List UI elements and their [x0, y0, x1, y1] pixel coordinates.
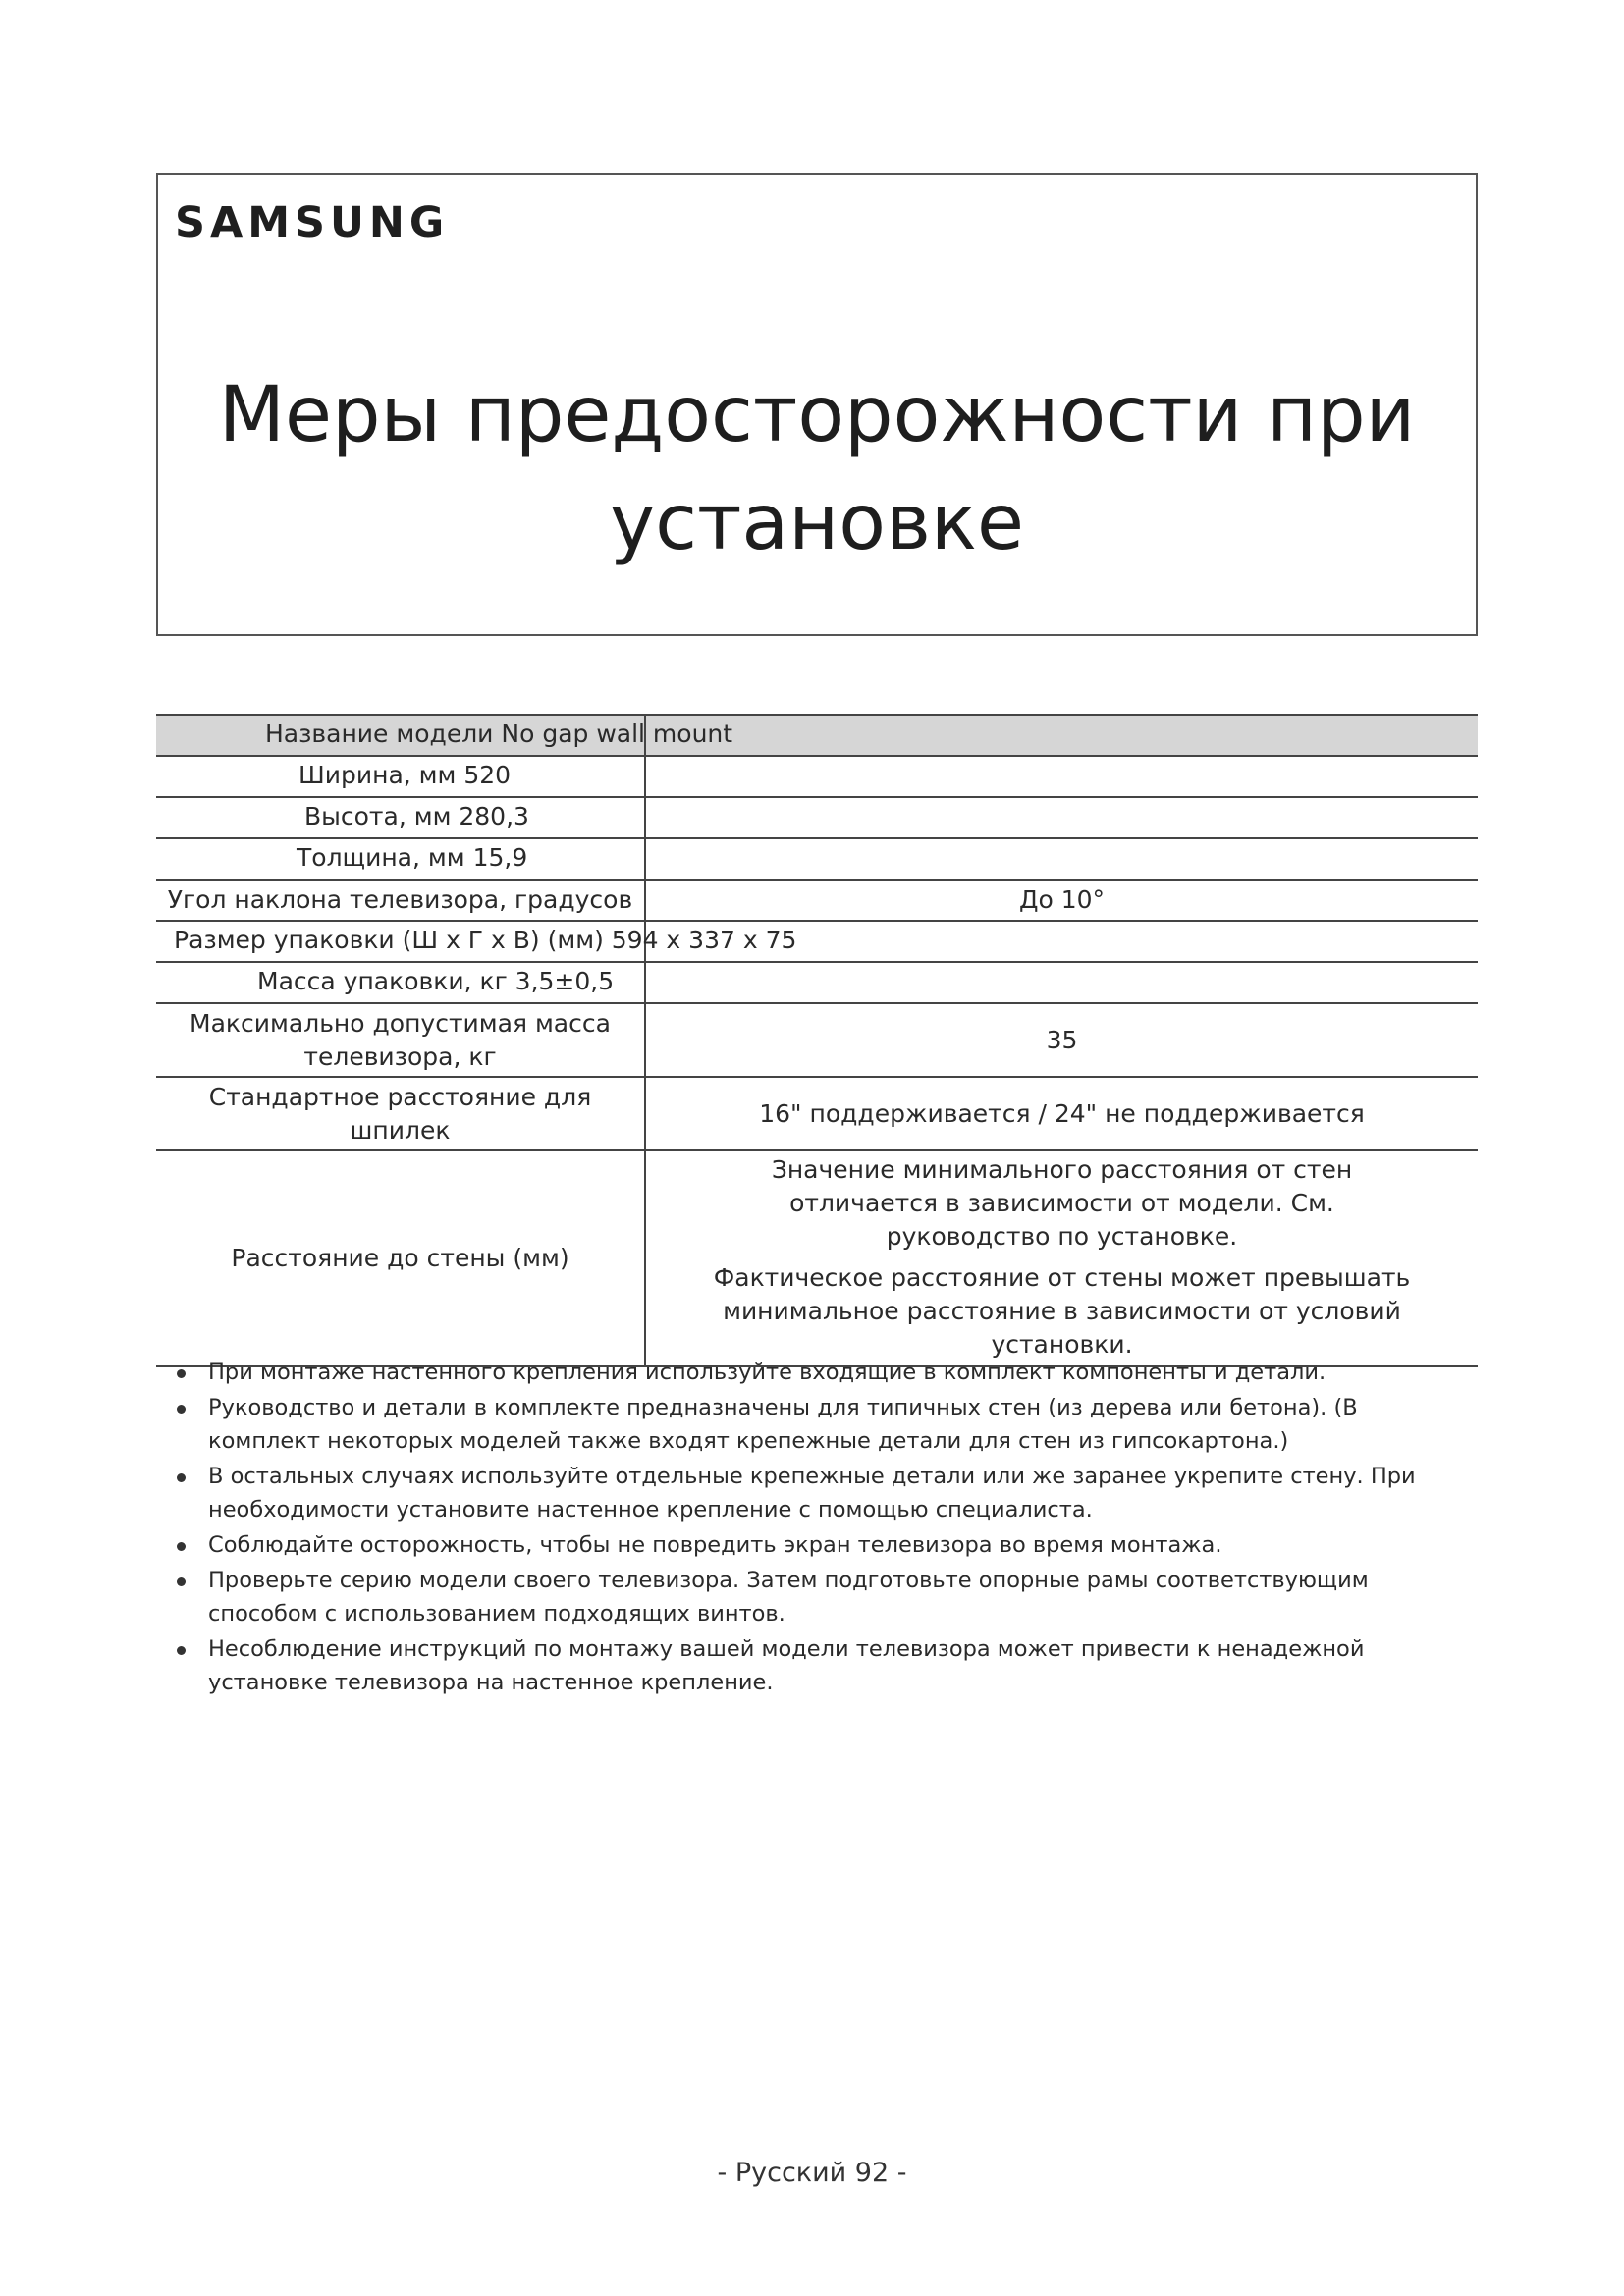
table-cell-label — [156, 962, 645, 1003]
spec-table — [156, 714, 1478, 1367]
wall-distance-note-2: Фактическое расстояние от стены может превышать минимальное расстояние в зависимости от условий установки. — [713, 1263, 1411, 1359]
table-row-height — [156, 797, 1478, 838]
stud-distance-value: 16" поддерживается / 24" не поддерживается — [645, 1077, 1478, 1150]
table-cell-value — [645, 838, 1478, 880]
wall-distance-label: Расстояние до стены (мм) — [156, 1150, 645, 1366]
samsung-logo: SAMSUNG — [175, 198, 450, 247]
list-item: Проверьте серию модели своего телевизора. Затем подготовьте опорные рамы соответствующим способом с использованием подходящих винтов. — [173, 1564, 1469, 1630]
table-row-model — [156, 715, 1478, 756]
table-cell-value — [645, 756, 1478, 797]
table-cell-label — [156, 715, 733, 756]
title-line-2: установке — [609, 479, 1025, 567]
list-item: Руководство и детали в комплекте предназначены для типичных стен (из дерева или бетона). (В комплект некоторых моделей также входят крепежные детали для стен из гипсокартона.) — [173, 1391, 1469, 1458]
title-line-1: Меры предосторожности при — [218, 371, 1416, 459]
precautions-list — [173, 1356, 1469, 1701]
page-title — [156, 361, 1478, 577]
model-name-text: Название модели No gap wall mount — [265, 720, 733, 748]
list-item: Несоблюдение инструкций по монтажу вашей модели телевизора может привести к ненадежной установке телевизора на настенное крепление. — [173, 1632, 1469, 1699]
table-row-package-size — [156, 921, 1478, 962]
height-text: Высота, мм 280,3 — [304, 802, 529, 830]
table-cell-label — [156, 797, 645, 838]
table-row-wall-distance — [156, 1150, 1478, 1366]
list-item: Соблюдайте осторожность, чтобы не повредить экран телевизора во время монтажа. — [173, 1528, 1469, 1562]
table-cell-label — [156, 921, 797, 962]
table-cell-label — [156, 838, 645, 880]
table-row-thickness — [156, 838, 1478, 880]
table-cell-value — [645, 797, 1478, 838]
table-row-package-weight — [156, 962, 1478, 1003]
package-size-text: Размер упаковки (Ш x Г x В) (мм) 594 x 337 x 75 — [174, 926, 797, 954]
tilt-value: До 10° — [645, 880, 1478, 921]
width-text: Ширина, мм 520 — [298, 761, 512, 789]
table-row-stud-distance — [156, 1077, 1478, 1150]
table-row-tilt — [156, 880, 1478, 921]
list-item: При монтаже настенного крепления используйте входящие в комплект компоненты и детали. — [173, 1356, 1469, 1389]
package-weight-text: Масса упаковки, кг 3,5±0,5 — [257, 967, 615, 995]
list-item: В остальных случаях используйте отдельные крепежные детали или же заранее укрепите стену. При необходимости установите настенное крепление с помощью специалиста. — [173, 1460, 1469, 1526]
max-weight-value: 35 — [645, 1003, 1478, 1077]
wall-distance-value — [645, 1150, 1478, 1366]
table-cell-label — [156, 756, 645, 797]
tilt-label: Угол наклона телевизора, градусов — [156, 880, 645, 921]
page-footer: - Русский 92 - — [717, 2158, 907, 2188]
stud-distance-label: Стандартное расстояние для шпилек — [156, 1077, 645, 1150]
table-cell-value — [645, 715, 1478, 756]
table-row-width — [156, 756, 1478, 797]
table-cell-value — [645, 962, 1478, 1003]
max-weight-label: Максимально допустимая масса телевизора, кг — [156, 1003, 645, 1077]
thickness-text: Толщина, мм 15,9 — [297, 843, 528, 872]
wall-distance-note-1: Значение минимального расстояния от стен отличается в зависимости от модели. См. руководство по установке. — [771, 1155, 1353, 1251]
table-row-max-weight — [156, 1003, 1478, 1077]
